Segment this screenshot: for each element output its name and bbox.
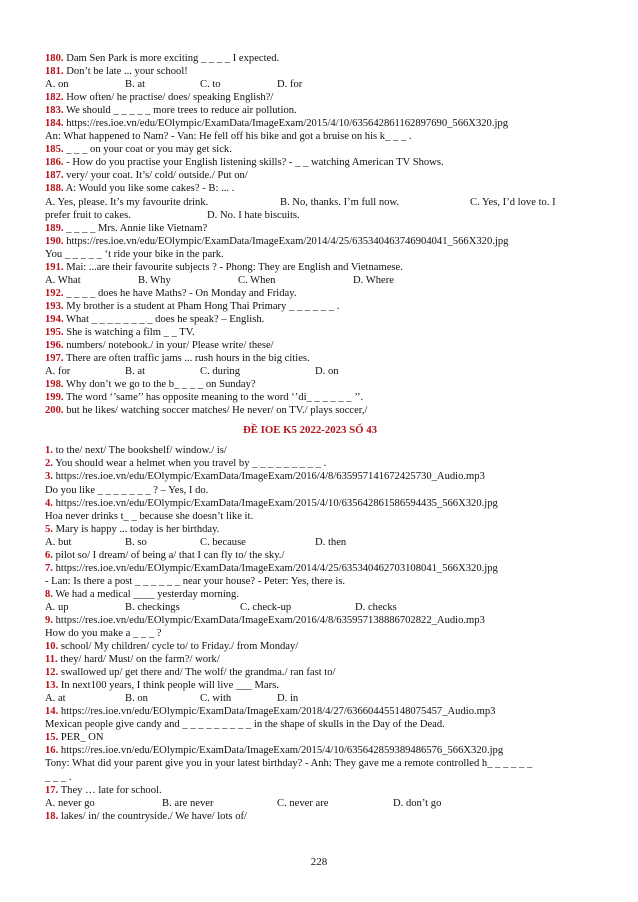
question-text: https://res.ioe.vn/edu/EOlympic/ExamData/ImageExam/2015/4/10/635642861586594435_566X320.jpg (52, 497, 498, 509)
question-text: https://res.ioe.vn/edu/EOlympic/ExamData/ImageExam/2016/4/8/635957141672425730_Audio.mp3 (52, 471, 485, 483)
question-line (45, 65, 575, 78)
question-text: A: Would you like some cakes? - B: ... . (63, 183, 235, 195)
question-number: 186. (45, 157, 64, 169)
question-line (45, 117, 575, 130)
question-text: pilot so/ I dream/ of being a/ that I can fly to/ the sky./ (52, 549, 285, 561)
answer-option: D. for (277, 79, 303, 91)
question-line (45, 457, 575, 470)
answer-option: B. are never (162, 797, 214, 809)
question-number: 191. (45, 261, 64, 273)
question-number: 6. (45, 549, 53, 561)
question-text: She is watching a film _ _ TV. (63, 326, 195, 338)
question-line (45, 52, 575, 65)
question-text: numbers/ notebook./ in your/ Please write/ these/ (63, 340, 274, 352)
question-list-part-2 (45, 444, 575, 822)
question-line (45, 653, 575, 666)
question-line (45, 339, 575, 352)
question-line (45, 182, 575, 195)
question-line (45, 614, 575, 627)
answer-options (45, 209, 575, 222)
question-text: How often/ he practise/ does/ speaking English?/ (63, 92, 274, 104)
answer-option: B. at (125, 79, 146, 91)
question-text: Mai: ...are their favourite subjects ? - Phong: They are English and Vietnamese. (63, 261, 403, 273)
question-line (45, 156, 575, 169)
question-number: 197. (45, 353, 64, 365)
answer-option: B. at (125, 366, 146, 378)
answer-option: A. but (45, 536, 72, 548)
answer-option: D. in (277, 693, 299, 705)
question-text: school/ My children/ cycle to/ to Friday./ from Monday/ (58, 641, 299, 653)
question-line (45, 91, 575, 104)
question-text: _ _ _ _ Mrs. Annie like Vietnam? (63, 222, 208, 234)
question-continuation (45, 771, 575, 784)
answer-option: D. then (315, 536, 347, 548)
answer-option: B. checkings (125, 601, 180, 613)
question-continuation (45, 627, 575, 640)
question-number: 1. (45, 445, 53, 457)
question-line (45, 235, 575, 248)
question-number: 8. (45, 588, 53, 600)
question-text: We had a medical ____ yesterday morning. (52, 588, 240, 600)
question-text: https://res.ioe.vn/edu/EOlympic/ExamData/ImageExam/2015/4/10/635642859389486576_566X320.jpg (58, 745, 504, 757)
question-line (45, 705, 575, 718)
question-text: to the/ next/ The bookshelf/ window./ is/ (52, 445, 227, 457)
answer-option: C. during (200, 366, 241, 378)
question-number: 7. (45, 562, 53, 574)
question-text: Tony: What did your parent give you in your latest birthday? - Anh: They gave me a remote controlled h_ _ _ _ _ _ (45, 758, 533, 770)
question-number: 194. (45, 313, 64, 325)
answer-option: D. checks (355, 601, 397, 613)
question-text: Why don’t we go to the b_ _ _ _ on Sunday? (63, 379, 256, 391)
answer-option: C. to (200, 79, 221, 91)
question-text: - Lan: Is there a post _ _ _ _ _ _ near your house? - Peter: Yes, there is. (45, 575, 346, 587)
question-line (45, 104, 575, 117)
question-line (45, 143, 575, 156)
question-text: they/ hard/ Must/ on the farm?/ work/ (57, 654, 220, 666)
question-number: 14. (45, 706, 59, 718)
answer-option: C. with (200, 693, 232, 705)
question-line (45, 640, 575, 653)
question-number: 180. (45, 53, 64, 64)
question-continuation (45, 757, 575, 770)
question-line (45, 588, 575, 601)
question-text: You should wear a helmet when you travel by _ _ _ _ _ _ _ _ _ . (52, 458, 327, 470)
question-number: 17. (45, 784, 59, 796)
question-text: https://res.ioe.vn/edu/EOlympic/ExamData/ImageExam/2014/4/25/635340463746904041_566X320.jpg (63, 235, 509, 247)
question-line (45, 169, 575, 182)
question-number: 10. (45, 641, 59, 653)
question-number: 190. (45, 235, 64, 247)
question-text: _ _ _ . (45, 771, 72, 783)
question-line (45, 497, 575, 510)
question-line (45, 744, 575, 757)
question-text: https://res.ioe.vn/edu/EOlympic/ExamData/ImageExam/2014/4/25/635340462703108041_566X320.jpg (52, 562, 498, 574)
answer-option: C. Yes, I’d love to. I (470, 196, 556, 208)
question-text: Do you like _ _ _ _ _ _ _ ? – Yes, I do. (45, 484, 209, 496)
question-number: 182. (45, 92, 64, 104)
question-number: 192. (45, 287, 64, 299)
question-number: 195. (45, 326, 64, 338)
question-text: In next100 years, I think people will live ___ Mars. (58, 680, 279, 692)
answer-option: C. check-up (240, 601, 292, 613)
question-number: 16. (45, 745, 59, 757)
question-line (45, 391, 575, 404)
question-number: 184. (45, 118, 64, 130)
question-text: _ _ _ on your coat or you may get sick. (63, 144, 232, 156)
question-line (45, 287, 575, 300)
question-number: 13. (45, 680, 59, 692)
question-line (45, 378, 575, 391)
question-text: What _ _ _ _ _ _ _ _ does he speak? – English. (63, 313, 265, 325)
answer-option: B. on (125, 693, 148, 705)
question-number: 15. (45, 732, 59, 744)
question-line (45, 666, 575, 679)
question-line (45, 679, 575, 692)
answer-option: A. never go (45, 797, 95, 809)
answer-option: B. No, thanks. I’m full now. (280, 196, 400, 208)
question-text: https://res.ioe.vn/edu/EOlympic/ExamData/ImageExam/2015/4/10/635642861162897690_566X320.jpg (63, 118, 509, 130)
question-number: 185. (45, 144, 64, 156)
question-number: 9. (45, 614, 53, 626)
question-line (45, 444, 575, 457)
answer-option: C. When (238, 274, 276, 286)
answer-option: A. on (45, 79, 69, 91)
question-text: very/ your coat. It’s/ cold/ outside./ Put on/ (63, 170, 248, 182)
answer-option: D. don’t go (393, 797, 442, 809)
question-number: 181. (45, 66, 64, 78)
answer-option: D. Where (353, 274, 394, 286)
question-list-part-1 (45, 52, 575, 417)
question-number: 2. (45, 458, 53, 470)
question-number: 200. (45, 405, 64, 417)
question-text: Don’t be late ... your school! (63, 66, 188, 78)
question-number: 187. (45, 170, 64, 182)
question-number: 188. (45, 183, 64, 195)
question-text: - How do you practise your English listening skills? - _ _ watching American TV Shows. (63, 157, 444, 169)
answer-option: A. up (45, 601, 69, 613)
question-text: There are often traffic jams ... rush hours in the big cities. (63, 353, 310, 365)
answer-option: D. No. I hate biscuits. (207, 209, 300, 221)
question-line (45, 261, 575, 274)
answer-options (45, 78, 575, 91)
question-number: 11. (45, 654, 58, 666)
question-continuation (45, 510, 575, 523)
question-number: 199. (45, 392, 64, 404)
question-line (45, 784, 575, 797)
question-number: 5. (45, 523, 53, 535)
question-text: swallowed up/ get there and/ The wolf/ the grandma./ ran fast to/ (58, 667, 336, 679)
question-line (45, 523, 575, 536)
question-text: Mexican people give candy and _ _ _ _ _ _ _ _ _ in the shape of skulls in the Day of the Dead. (45, 719, 445, 731)
question-continuation (45, 575, 575, 588)
question-text: Mary is happy ... today is her birthday. (52, 523, 220, 535)
question-text: My brother is a student at Pham Hong Thai Primary _ _ _ _ _ _ . (63, 300, 340, 312)
question-number: 189. (45, 222, 64, 234)
question-continuation (45, 484, 575, 497)
question-text: lakes/ in/ the countryside./ We have/ lots of/ (58, 810, 247, 822)
question-line (45, 810, 575, 823)
question-text: https://res.ioe.vn/edu/EOlympic/ExamData/ImageExam/2018/4/27/636604455148075457_Audio.mp3 (58, 706, 496, 718)
question-line (45, 549, 575, 562)
question-number: 12. (45, 667, 59, 679)
question-text: but he likes/ watching soccer matches/ He never/ on TV./ plays soccer,/ (63, 405, 368, 417)
question-text: They … late for school. (58, 784, 162, 796)
exam-heading: ĐỀ IOE K5 2022-2023 SỐ 43 (242, 424, 378, 437)
answer-options (45, 797, 575, 810)
answer-options (45, 536, 575, 549)
question-text: Hoa never drinks t_ _ because she doesn’t like it. (45, 510, 254, 522)
answer-option: B. so (125, 536, 147, 548)
question-number: 3. (45, 471, 53, 483)
answer-option: A. for (45, 366, 71, 378)
answer-option: B. Why (138, 274, 171, 286)
question-text: How do you make a _ _ _ ? (45, 628, 162, 640)
answer-option: C. because (200, 536, 246, 548)
question-number: 4. (45, 497, 53, 509)
question-continuation (45, 248, 575, 261)
question-number: 198. (45, 379, 64, 391)
answer-options (45, 692, 575, 705)
question-line (45, 326, 575, 339)
answer-option: A. What (45, 274, 81, 286)
question-text: An: What happened to Nam? - Van: He fell off his bike and got a bruise on his k_ _ _ . (45, 131, 412, 143)
answer-options (45, 196, 575, 209)
question-continuation (45, 130, 575, 143)
document-page (45, 52, 575, 823)
answer-option: A. at (45, 693, 66, 705)
answer-option: A. Yes, please. It’s my favourite drink. (45, 196, 209, 208)
question-text: The word ‘’same’’ has opposite meaning to the word ‘’di_ _ _ _ _ _ ’’. (63, 392, 364, 404)
answer-option: D. on (315, 366, 339, 378)
question-line (45, 562, 575, 575)
question-text: _ _ _ _ does he have Maths? - On Monday and Friday. (63, 287, 297, 299)
question-number: 18. (45, 810, 59, 822)
question-number: 193. (45, 300, 64, 312)
answer-options (45, 601, 575, 614)
question-line (45, 300, 575, 313)
answer-option: prefer fruit to cakes. (45, 209, 131, 221)
answer-options (45, 274, 575, 287)
question-text: Dam Sen Park is more exciting _ _ _ _ I expected. (63, 53, 280, 64)
question-text: https://res.ioe.vn/edu/EOlympic/ExamData/ImageExam/2016/4/8/635957138886702822_Audio.mp3 (52, 614, 485, 626)
question-line (45, 222, 575, 235)
answer-option: C. never are (277, 797, 329, 809)
answer-options (45, 365, 575, 378)
question-line (45, 352, 575, 365)
question-line (45, 404, 575, 417)
question-number: 196. (45, 340, 64, 352)
question-line (45, 731, 575, 744)
question-text: We should _ _ _ _ _ more trees to reduce air pollution. (63, 105, 297, 117)
question-text: You _ _ _ _ _ ‘t ride your bike in the park. (45, 248, 224, 260)
question-line (45, 313, 575, 326)
page-number: 228 (310, 856, 328, 868)
question-number: 183. (45, 105, 64, 117)
question-text: PER_ ON (58, 732, 104, 744)
question-continuation (45, 718, 575, 731)
question-line (45, 470, 575, 483)
